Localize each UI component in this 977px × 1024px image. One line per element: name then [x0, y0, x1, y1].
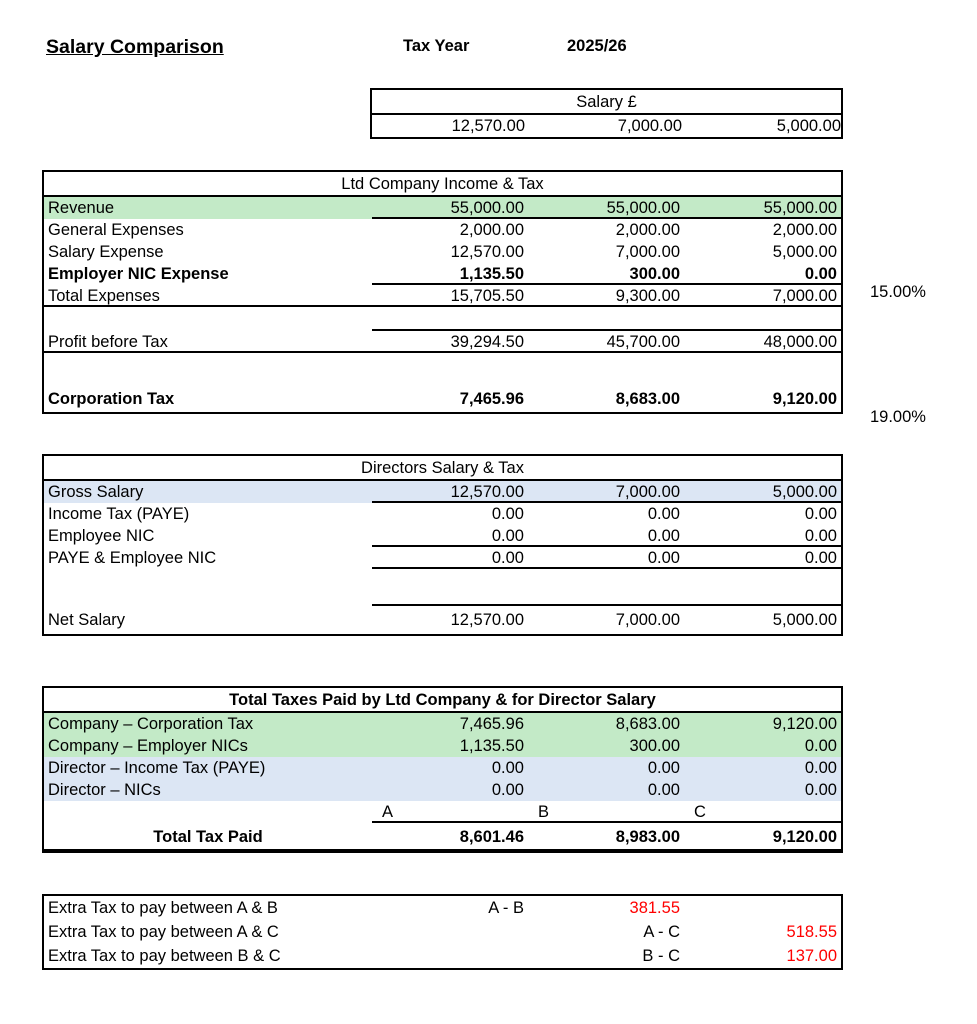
income-tax-paye-c: 0.00 — [804, 505, 837, 523]
corporation-tax-b: 8,683.00 — [615, 389, 680, 408]
salary-table-title: Salary £ — [576, 93, 637, 111]
extra-tax-ac-value: 518.55 — [786, 923, 837, 941]
total-tax-paid-label: Total Tax Paid — [153, 828, 263, 846]
salary-expense-a: 12,570.00 — [450, 243, 524, 261]
total-expenses-b: 9,300.00 — [615, 287, 680, 305]
table-row — [44, 385, 841, 412]
table-row — [44, 823, 841, 851]
director-nics-b: 0.00 — [647, 781, 680, 799]
total-tax-paid-a: 8,601.46 — [459, 828, 524, 846]
salary-header-table — [370, 88, 843, 139]
company-employer-nics-c: 0.00 — [804, 737, 837, 755]
total-expenses-a: 15,705.50 — [450, 287, 524, 305]
income-tax-paye-b: 0.00 — [647, 505, 680, 523]
row-label-employer-nic: Employer NIC Expense — [48, 265, 229, 283]
employee-nic-b: 0.00 — [647, 527, 680, 545]
totals-table-title: Total Taxes Paid by Ltd Company & for Director Salary — [229, 691, 656, 709]
table-row — [44, 735, 841, 757]
table-row — [44, 920, 841, 944]
row-label-director-nics: Director – NICs — [48, 781, 161, 799]
revenue-b: 55,000.00 — [606, 199, 680, 217]
general-expenses-c: 2,000.00 — [772, 221, 837, 239]
total-taxes-table — [42, 686, 843, 853]
table-row — [44, 688, 841, 713]
table-spacer-row — [44, 353, 841, 385]
company-corporation-tax-c: 9,120.00 — [772, 715, 837, 733]
table-row — [44, 285, 841, 307]
extra-tax-ab-comparison: A - B — [488, 899, 524, 917]
directors-table-title: Directors Salary & Tax — [361, 459, 524, 477]
salary-expense-b: 7,000.00 — [615, 243, 680, 261]
extra-tax-bc-comparison: B - C — [642, 947, 680, 965]
salary-value-a: 12,570.00 — [451, 117, 525, 135]
row-label-paye-and-employee-nic: PAYE & Employee NIC — [48, 549, 217, 567]
salary-value-b: 7,000.00 — [617, 117, 682, 135]
salary-expense-c: 5,000.00 — [772, 243, 837, 261]
row-label-general-expenses: General Expenses — [48, 221, 184, 239]
row-label-revenue: Revenue — [48, 199, 115, 217]
ltd-company-table — [42, 170, 843, 414]
company-employer-nics-a: 1,135.50 — [459, 737, 524, 755]
table-row — [44, 456, 841, 481]
company-employer-nics-b: 300.00 — [629, 737, 680, 755]
row-label-salary-expense: Salary Expense — [48, 243, 164, 261]
paye-employee-nic-c: 0.00 — [804, 549, 837, 567]
page-header — [0, 36, 977, 62]
paye-employee-nic-a: 0.00 — [491, 549, 524, 567]
employer-nic-b: 300.00 — [629, 265, 680, 283]
table-row — [44, 896, 841, 920]
table-row — [44, 197, 841, 219]
table-row — [372, 90, 841, 115]
total-tax-paid-c: 9,120.00 — [772, 828, 837, 846]
extra-tax-ab-value: 381.55 — [629, 899, 680, 917]
table-row — [44, 525, 841, 547]
corporation-tax-a: 7,465.96 — [459, 389, 524, 408]
total-expenses-c: 7,000.00 — [772, 287, 837, 305]
corporation-tax-c: 9,120.00 — [772, 389, 837, 408]
employer-nic-rate: 15.00% — [870, 283, 926, 301]
profit-before-tax-c: 48,000.00 — [763, 333, 837, 351]
director-income-tax-a: 0.00 — [491, 759, 524, 777]
row-label-corporation-tax: Corporation Tax — [48, 389, 175, 408]
row-label-director-income-tax: Director – Income Tax (PAYE) — [48, 759, 266, 777]
row-label-extra-tax-bc: Extra Tax to pay between B & C — [48, 947, 281, 965]
table-row — [44, 503, 841, 525]
row-label-company-corporation-tax: Company – Corporation Tax — [48, 715, 254, 733]
extra-tax-table — [42, 894, 843, 970]
profit-before-tax-b: 45,700.00 — [606, 333, 680, 351]
income-tax-paye-a: 0.00 — [491, 505, 524, 523]
directors-table — [42, 454, 843, 636]
scenario-label-row — [44, 801, 841, 823]
employer-nic-c: 0.00 — [804, 265, 837, 283]
company-corporation-tax-b: 8,683.00 — [615, 715, 680, 733]
gross-salary-b: 7,000.00 — [615, 483, 680, 501]
revenue-c: 55,000.00 — [763, 199, 837, 217]
extra-tax-ac-comparison: A - C — [643, 923, 680, 941]
revenue-a: 55,000.00 — [450, 199, 524, 217]
total-tax-paid-b: 8,983.00 — [615, 828, 680, 846]
table-row — [44, 219, 841, 241]
table-row — [44, 331, 841, 353]
net-salary-b: 7,000.00 — [615, 611, 680, 629]
table-row — [44, 757, 841, 779]
paye-employee-nic-b: 0.00 — [647, 549, 680, 567]
employer-nic-a: 1,135.50 — [459, 265, 524, 283]
employee-nic-c: 0.00 — [804, 527, 837, 545]
row-label-income-tax-paye: Income Tax (PAYE) — [48, 505, 190, 523]
ltd-table-title: Ltd Company Income & Tax — [341, 175, 544, 193]
table-spacer-row — [44, 307, 841, 331]
page-title: Salary Comparison — [46, 36, 224, 58]
row-label-gross-salary: Gross Salary — [48, 483, 144, 501]
general-expenses-a: 2,000.00 — [459, 221, 524, 239]
scenario-label-a: A — [382, 803, 394, 821]
row-label-extra-tax-ab: Extra Tax to pay between A & B — [48, 899, 278, 917]
director-income-tax-b: 0.00 — [647, 759, 680, 777]
table-row — [372, 115, 841, 137]
table-row — [44, 263, 841, 285]
table-row — [44, 606, 841, 634]
table-row — [44, 241, 841, 263]
profit-before-tax-a: 39,294.50 — [450, 333, 524, 351]
corporation-tax-rate: 19.00% — [870, 408, 926, 426]
row-label-extra-tax-ac: Extra Tax to pay between A & C — [48, 923, 279, 941]
gross-salary-c: 5,000.00 — [772, 483, 837, 501]
row-label-profit-before-tax: Profit before Tax — [48, 333, 168, 351]
table-row — [44, 172, 841, 197]
director-income-tax-c: 0.00 — [804, 759, 837, 777]
employee-nic-a: 0.00 — [491, 527, 524, 545]
table-row — [44, 713, 841, 735]
row-label-employee-nic: Employee NIC — [48, 527, 155, 545]
salary-value-c: 5,000.00 — [776, 117, 841, 135]
row-label-total-expenses: Total Expenses — [48, 287, 160, 305]
net-salary-c: 5,000.00 — [772, 611, 837, 629]
extra-tax-bc-value: 137.00 — [786, 947, 837, 965]
company-corporation-tax-a: 7,465.96 — [459, 715, 524, 733]
scenario-label-b: B — [538, 803, 550, 821]
table-row — [44, 547, 841, 569]
director-nics-a: 0.00 — [491, 781, 524, 799]
table-row — [44, 779, 841, 801]
tax-year-label: Tax Year — [403, 37, 470, 55]
row-label-net-salary: Net Salary — [48, 611, 126, 629]
tax-year-value: 2025/26 — [567, 37, 627, 55]
table-spacer-row — [44, 569, 841, 606]
table-row — [44, 944, 841, 968]
director-nics-c: 0.00 — [804, 781, 837, 799]
net-salary-a: 12,570.00 — [450, 611, 524, 629]
table-row — [44, 481, 841, 503]
row-label-company-employer-nics: Company – Employer NICs — [48, 737, 248, 755]
gross-salary-a: 12,570.00 — [450, 483, 524, 501]
general-expenses-b: 2,000.00 — [615, 221, 680, 239]
scenario-label-c: C — [694, 803, 706, 821]
